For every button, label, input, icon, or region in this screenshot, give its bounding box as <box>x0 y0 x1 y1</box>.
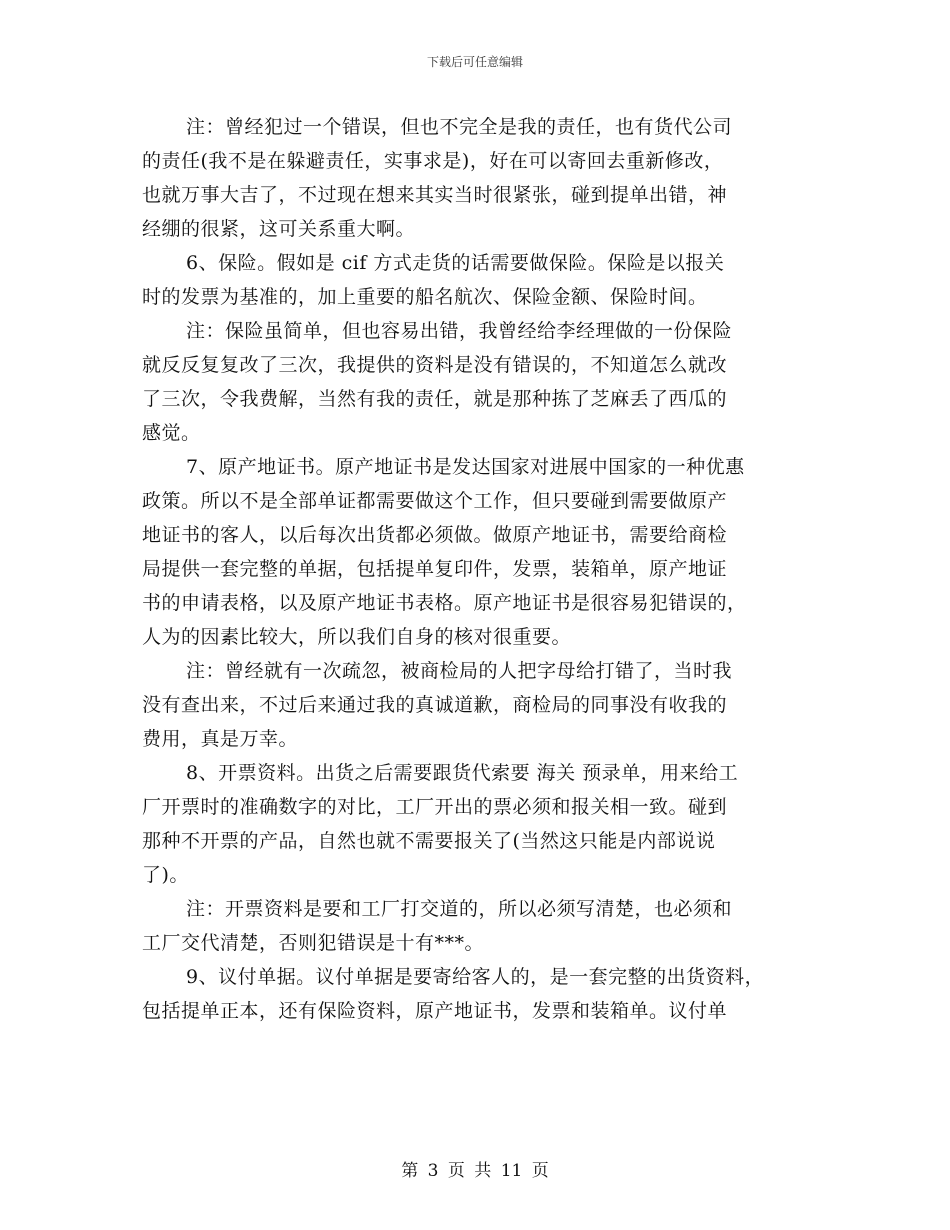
text-line: 那种不开票的产品，自然也就不需要报关了(当然这只能是内部说说 <box>142 830 716 852</box>
text-line: 了三次，令我费解，当然有我的责任，就是那种拣了芝麻丢了西瓜的 <box>142 388 728 410</box>
text-line: 8、开票资料。出货之后需要跟货代索要 海关 预录单，用来给工 <box>186 762 739 784</box>
paragraph <box>142 654 842 756</box>
text-line: 包括提单正本，还有保险资料，原产地证书，发票和装箱单。议付单 <box>142 1000 728 1022</box>
text-line: 就反反复复改了三次，我提供的资料是没有错误的，不知道怎么就改 <box>142 354 728 376</box>
text-line: 工厂交代清楚，否则犯错误是十有***。 <box>142 932 485 954</box>
text-line: 书的申请表格，以及原产地证书表格。原产地证书是很容易犯错误的， <box>142 592 747 614</box>
page-header: 下载后可任意编辑 <box>426 55 523 69</box>
text-line: 政策。所以不是全部单证都需要做这个工作，但只要碰到需要做原产 <box>142 490 728 512</box>
text-line: 6、保险。假如是 cif 方式走货的话需要做保险。保险是以报关 <box>186 252 725 274</box>
text-line: 了)。 <box>142 864 189 886</box>
paragraph <box>142 892 842 960</box>
page-number: 第 3 页 共 11 页 <box>401 1161 549 1181</box>
text-line: 人为的因素比较大，所以我们自身的核对很重要。 <box>142 626 572 648</box>
paragraph <box>142 450 842 654</box>
text-line: 经绷的很紧，这可关系重大啊。 <box>142 218 416 240</box>
text-line: 7、原产地证书。原产地证书是发达国家对进展中国家的一种优惠 <box>186 456 745 478</box>
text-line: 没有查出来，不过后来通过我的真诚道歉，商检局的同事没有收我的 <box>142 694 728 716</box>
paragraph <box>142 314 842 450</box>
paragraph <box>142 246 842 314</box>
text-line: 厂开票时的准确数字的对比，工厂开出的票必须和报关相一致。碰到 <box>142 796 728 818</box>
text-line: 注：保险虽简单，但也容易出错，我曾经给李经理做的一份保险 <box>186 320 733 342</box>
text-line: 也就万事大吉了，不过现在想来其实当时很紧张，碰到提单出错，神 <box>142 184 728 206</box>
text-line: 的责任(我不是在躲避责任，实事求是)，好在可以寄回去重新修改， <box>142 150 724 172</box>
document-body <box>142 110 842 1028</box>
text-line: 局提供一套完整的单据，包括提单复印件，发票，装箱单，原产地证 <box>142 558 728 580</box>
text-line: 9、议付单据。议付单据是要寄给客人的，是一套完整的出货资料， <box>186 966 765 988</box>
text-line: 注：开票资料是要和工厂打交道的，所以必须写清楚，也必须和 <box>186 898 733 920</box>
paragraph <box>142 110 842 246</box>
paragraph <box>142 960 842 1028</box>
paragraph <box>142 756 842 892</box>
text-line: 地证书的客人，以后每次出货都必须做。做原产地证书，需要给商检 <box>142 524 728 546</box>
text-line: 时的发票为基准的，加上重要的船名航次、保险金额、保险时间。 <box>142 286 708 308</box>
text-line: 注：曾经就有一次疏忽，被商检局的人把字母给打错了，当时我 <box>186 660 733 682</box>
text-line: 注：曾经犯过一个错误，但也不完全是我的责任，也有货代公司 <box>186 116 733 138</box>
text-line: 感觉。 <box>142 422 201 444</box>
text-line: 费用，真是万幸。 <box>142 728 299 750</box>
